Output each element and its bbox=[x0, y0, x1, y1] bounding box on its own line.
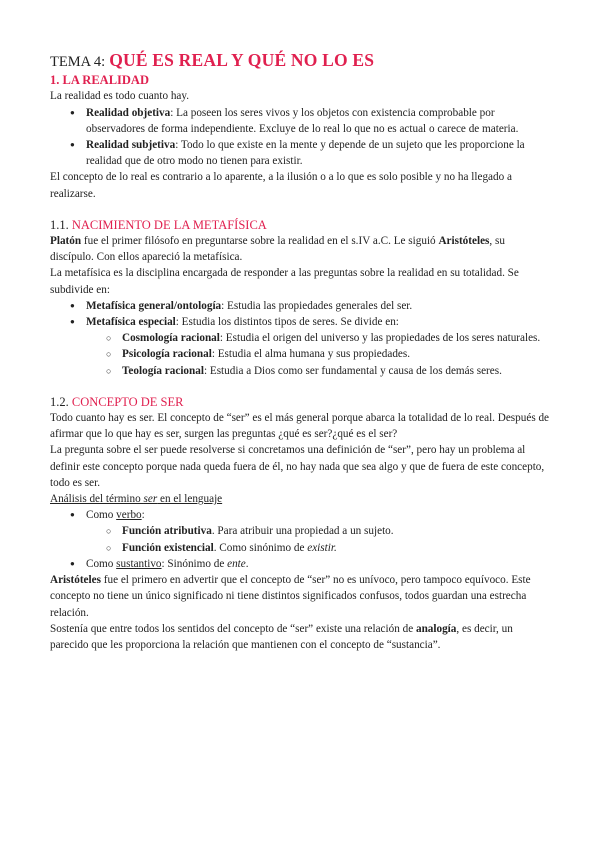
list-item bbox=[50, 314, 550, 379]
list-metafisica-types bbox=[50, 298, 550, 379]
section-heading-metafisica bbox=[50, 217, 550, 233]
text: fue el primero en advertir que el concepto de “ser” no es unívoco, pero tampoco equívoco. Este concepto no tiene un único significado ni tiene distintos significados confusos, todos guardan una estrecha relación. bbox=[50, 574, 531, 619]
text: : Sinónimo de bbox=[161, 557, 228, 570]
analysis-heading bbox=[50, 491, 550, 507]
term-ser: ser bbox=[143, 493, 158, 506]
title-main: QUÉ ES REAL Y QUÉ NO LO ES bbox=[109, 50, 375, 70]
list-item bbox=[50, 298, 550, 314]
paragraph-analogia bbox=[50, 621, 550, 653]
section-number: 1.2. bbox=[50, 394, 69, 409]
section-title: NACIMIENTO DE LA METAFÍSICA bbox=[71, 217, 267, 232]
section-heading-concepto-de-ser bbox=[50, 394, 550, 410]
term-sustantivo: sustantivo bbox=[116, 557, 162, 570]
paragraph-outro: El concepto de lo real es contrario a lo aparente, a la ilusión o a lo que es solo posible y no ha llegado a realizarse. bbox=[50, 171, 512, 200]
definition: : Estudia el alma humana y sus propiedades. bbox=[211, 348, 411, 361]
section-title: CONCEPTO DE SER bbox=[71, 394, 184, 409]
paragraph-metafisica: La metafísica es la disciplina encargada de responder a las preguntas sobre la realidad en su totalidad. Se subdivide en: bbox=[50, 267, 519, 296]
text: en el lenguaje bbox=[157, 493, 223, 506]
section-heading-la-realidad: 1. LA REALIDAD bbox=[50, 73, 149, 88]
sublist-funciones bbox=[50, 523, 550, 555]
list-item-sustantivo bbox=[50, 556, 550, 572]
text: Sostenía que entre todos los sentidos del concepto de “ser” existe una relación de bbox=[50, 622, 416, 635]
definition: : La poseen los seres vivos y los objetos con existencia comprobable por observadores de forma independiente. Excluye de lo real lo que no es actual o carece de materia. bbox=[86, 106, 519, 135]
list-ser-uses bbox=[50, 507, 550, 572]
term: Función atributiva bbox=[122, 525, 212, 538]
list-item bbox=[50, 137, 550, 169]
definition: : Estudia las propiedades generales del ser. bbox=[221, 299, 413, 312]
text: Análisis del término bbox=[50, 493, 144, 506]
paragraph-intro: La realidad es todo cuanto hay. bbox=[50, 90, 190, 103]
term-analogia: analogía bbox=[415, 622, 457, 635]
list-item bbox=[50, 105, 550, 137]
emphasis: existir. bbox=[307, 541, 337, 554]
definition: : Estudia a Dios como ser fundamental y causa de los demás seres. bbox=[203, 364, 502, 377]
term: Metafísica general/ontología bbox=[86, 299, 222, 312]
section-number: 1.1. bbox=[50, 217, 69, 232]
term: Psicología racional bbox=[122, 348, 212, 361]
paragraph-ser-1: Todo cuanto hay es ser. El concepto de “ser” es el más general porque abarca la totalidad de lo real. Después de afirmar que lo que hay es ser, surgen las preguntas ¿qué es ser?¿qué es el ser? bbox=[50, 412, 550, 441]
text: fue el primer filósofo en preguntarse sobre la realidad en el s.IV a.C. Le siguió bbox=[81, 235, 439, 248]
definition: : Todo lo que existe en la mente y depende de un sujeto que les proporcione la realidad que de otro modo no tienen para existir. bbox=[86, 139, 525, 168]
emphasis: ente bbox=[227, 557, 246, 570]
text: : bbox=[141, 509, 145, 522]
text: Como bbox=[86, 509, 117, 522]
sublist-metafisica-especial bbox=[50, 330, 550, 379]
title-prefix: TEMA 4: bbox=[50, 54, 106, 70]
text: . bbox=[245, 557, 249, 570]
list-item bbox=[50, 346, 550, 362]
text: Como bbox=[86, 557, 117, 570]
paragraph-platon bbox=[50, 233, 550, 265]
list-realidad-types bbox=[50, 105, 550, 170]
paragraph-aristoteles bbox=[50, 572, 550, 621]
list-item bbox=[50, 523, 550, 539]
term-verbo: verbo bbox=[116, 509, 142, 522]
definition: : Estudia los distintos tipos de seres. Se divide en: bbox=[175, 316, 399, 329]
definition: : Estudia el origen del universo y las propiedades de los seres naturales. bbox=[219, 332, 541, 345]
term: Metafísica especial bbox=[86, 316, 176, 329]
paragraph-ser-2: La pregunta sobre el ser puede resolverse si concretamos una definición de “ser”, pero hay un problema al definir este concepto porque nada queda fuera de él, no hay nada que sea algo y que de fuera de este concepto, todo es ser. bbox=[50, 444, 545, 489]
text: , es decir, un parecido que les proporciona la relación que mantienen con el concepto de “sustancia”. bbox=[50, 622, 513, 651]
definition: . Como sinónimo de bbox=[213, 541, 308, 554]
term: Función existencial bbox=[122, 541, 214, 554]
name-aristoteles: Aristóteles bbox=[50, 574, 101, 587]
name-aristoteles: Aristóteles bbox=[438, 235, 490, 248]
definition: . Para atribuir una propiedad a un sujeto. bbox=[211, 525, 394, 538]
list-item bbox=[50, 330, 550, 346]
list-item bbox=[50, 363, 550, 379]
term: Cosmología racional bbox=[122, 332, 220, 345]
term: Realidad objetiva bbox=[86, 106, 171, 119]
term: Teología racional bbox=[122, 364, 204, 377]
document-title bbox=[50, 52, 550, 70]
term: Realidad subjetiva bbox=[86, 139, 176, 152]
text: , su discípulo. Con ellos apareció la metafísica. bbox=[50, 235, 505, 264]
name-platon: Platón bbox=[50, 235, 82, 248]
list-item-verbo bbox=[50, 507, 550, 556]
list-item bbox=[50, 540, 550, 556]
